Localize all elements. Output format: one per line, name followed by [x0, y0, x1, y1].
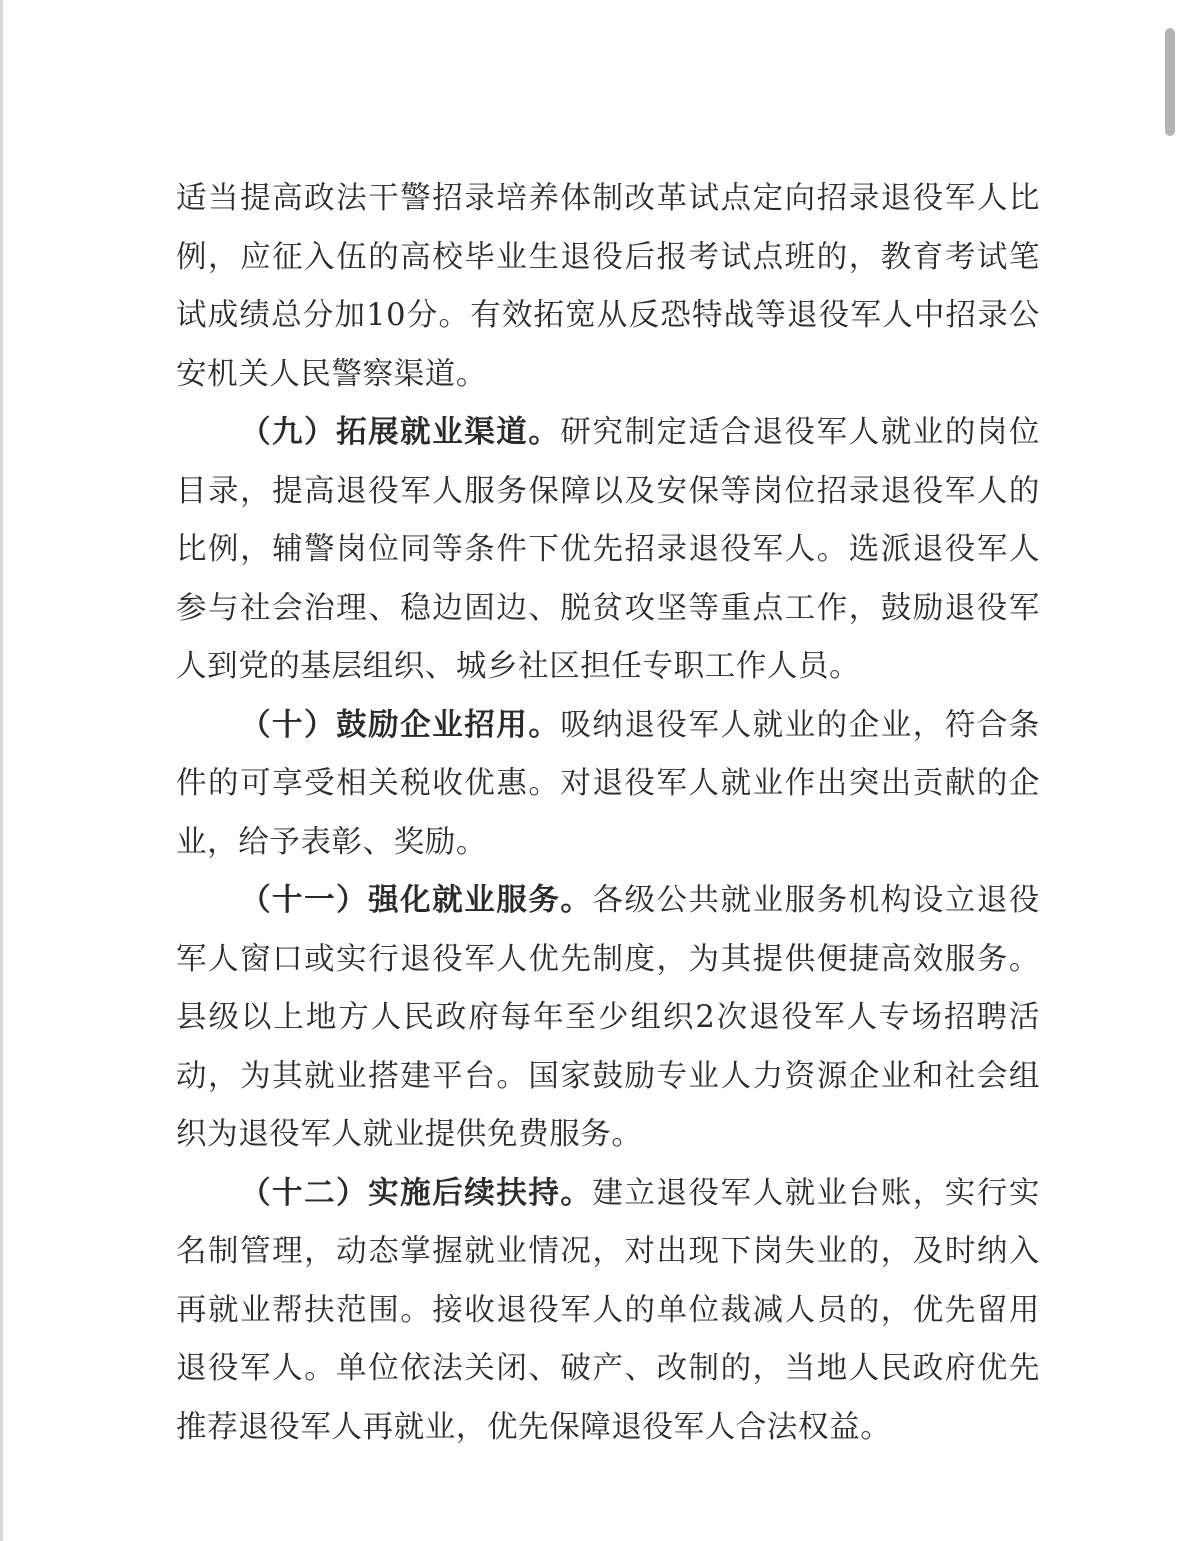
paragraph-text: 吸纳退役军人就业的企业，符合条件的可享受相关税收优惠。对退役军人就业作出突出贡献的企业，给予表彰、奖励。: [176, 707, 1040, 860]
paragraph-text: 各级公共就业服务机构设立退役军人窗口或实行退役军人优先制度，为其提供便捷高效服务。县级以上地方人民政府每年至少组织2次退役军人专场招聘活动，为其就业搭建平台。国家鼓励专业人力资源企业和社会组织为退役军人就业提供免费服务。: [176, 883, 1040, 1152]
paragraph-10: [176, 697, 1040, 873]
paragraph-11: [176, 872, 1040, 1165]
paragraph-continuation: [176, 170, 1040, 404]
document-body: [176, 170, 1040, 1457]
section-heading-12: （十二）实施后续扶持。: [240, 1175, 593, 1211]
section-heading-10: （十）鼓励企业招用。: [240, 707, 561, 743]
section-heading-11: （十一）强化就业服务。: [240, 883, 593, 918]
paragraph-text: 适当提高政法干警招录培养体制改革试点定向招录退役军人比例，应征入伍的高校毕业生退役后报考试点班的，教育考试笔试成绩总分加10分。有效拓宽从反恐特战等退役军人中招录公安机关人民警察渠道。: [176, 181, 1040, 392]
vertical-scrollbar[interactable]: [1157, 0, 1179, 1541]
section-heading-9: （九）拓展就业渠道。: [240, 415, 561, 450]
page-edge: [0, 0, 3, 1541]
paragraph-text: 建立退役军人就业台账，实行实名制管理，动态掌握就业情况，对出现下岗失业的，及时纳入再就业帮扶范围。接收退役军人的单位裁减人员的，优先留用退役军人。单位依法关闭、破产、改制的，当地人民政府优先推荐退役军人再就业，优先保障退役军人合法权益。: [176, 1175, 1040, 1445]
paragraph-12: [176, 1165, 1040, 1458]
paragraph-text: 研究制定适合退役军人就业的岗位目录，提高退役军人服务保障以及安保等岗位招录退役军人的比例，辅警岗位同等条件下优先招录退役军人。选派退役军人参与社会治理、稳边固边、脱贫攻坚等重点工作，鼓励退役军人到党的基层组织、城乡社区担任专职工作人员。: [176, 415, 1040, 684]
paragraph-9: [176, 404, 1040, 697]
scrollbar-thumb[interactable]: [1165, 28, 1175, 136]
